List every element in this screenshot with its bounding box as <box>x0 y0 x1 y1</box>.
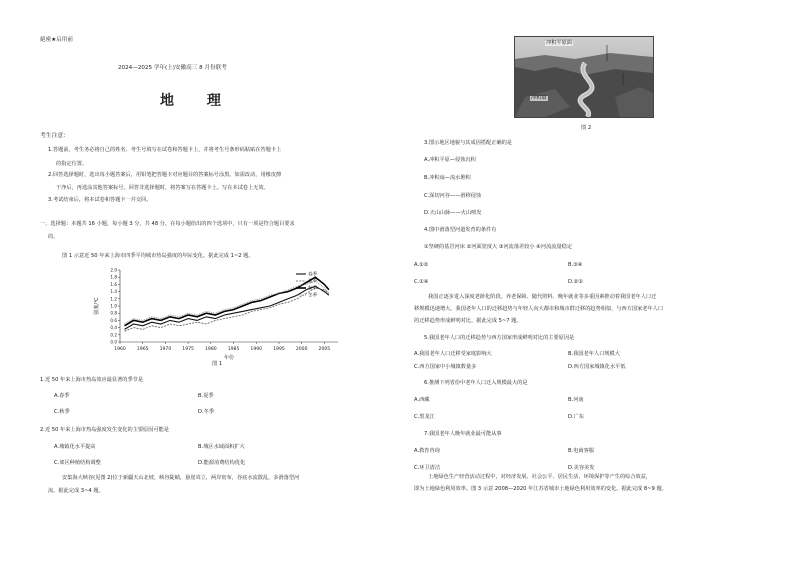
x-tick-label: 1975 <box>182 347 194 352</box>
legend-label: 冬季 <box>308 293 318 299</box>
q5-option-a[interactable]: A.我国老年人口迁移受家庭影响大 <box>414 351 492 357</box>
q2-option-d[interactable]: D.能源消费结构优化 <box>198 460 246 466</box>
label-alluvial-fan: 冲积扇 <box>531 95 547 101</box>
passage-line: 的迁移趋势形成鲜明对比。据此完成 5~7 题。 <box>414 318 522 324</box>
q6-option-a[interactable]: A.西藏 <box>414 397 430 403</box>
x-tick-label: 1980 <box>204 347 217 352</box>
label-alluvial-plain: 冲积平原面 <box>546 40 572 46</box>
q4-option-b[interactable]: B.③④ <box>568 262 583 268</box>
note-line: 3.考试结束后，将本试卷和答题卡一并交回。 <box>48 197 152 203</box>
x-tick-label: 1995 <box>273 347 285 352</box>
passage-line: 移规模迅速增大。我国老年人口的迁移趋势与年轻人向大都市和城市群迁移的趋势相似，与西方国家老年人口 <box>414 306 664 312</box>
question-6: 6.推测下列省份中老年人口迁入规模最大的是 <box>424 380 528 386</box>
q3-option-c[interactable]: C.深切河谷——滑移侵蚀 <box>424 193 482 199</box>
question-context: 图 1 示意近 50 年来上海市四季平均城市热岛强度的年际变化。据此完成 1~2 题。 <box>62 253 254 259</box>
q6-option-b[interactable]: B.河南 <box>568 397 584 403</box>
heat-island-line-chart <box>88 264 348 364</box>
legend-label: 春季 <box>308 272 318 278</box>
passage-line: 流。据此完成 3~4 题。 <box>48 488 104 494</box>
canyon-photo <box>514 36 654 118</box>
q1-option-c[interactable]: C.秋季 <box>54 409 70 415</box>
question-3: 3.图示地区地貌与其成因搭配正确的是 <box>424 140 512 146</box>
q5-option-c[interactable]: C.西方国家中小城镇数量多 <box>414 364 477 370</box>
confidential-mark: 絕密★启用前 <box>40 37 73 43</box>
q4-statements: ①坚硬的基岩河床 ②河面宽度大 ③河流落差较小 ④河流流量稳定 <box>424 244 573 250</box>
q5-option-d[interactable]: D.西方国家城镇化水平低 <box>568 364 626 370</box>
x-tick-label: 1965 <box>136 347 149 352</box>
q3-option-b[interactable]: B.冲积扇—流水堆积 <box>424 175 471 181</box>
passage-line: 我国正逐步进入深度老龄化阶段。养老保障、随代照料、晚年就业等多重因素推动着我国老年人口迁 <box>428 294 657 300</box>
x-tick-label: 1990 <box>250 347 263 352</box>
y-tick-label: 0.8 <box>110 310 117 316</box>
x-tick-label: 1970 <box>159 347 172 352</box>
x-axis-label: 年份 <box>223 355 235 361</box>
y-tick-label: 1.4 <box>110 289 117 295</box>
q7-option-d[interactable]: D.美容美发 <box>568 465 595 471</box>
note-line: 干净后，再选涂其他答案标号。回答非选择题时，将答案写在答题卡上。写在本试卷上无效。 <box>56 185 269 191</box>
exam-name: 2024—2025 学年(上)安徽高三 8 月份联考 <box>118 65 227 71</box>
y-tick-label: 0.6 <box>110 317 117 323</box>
q6-option-c[interactable]: C.黑龙江 <box>414 414 435 420</box>
q1-option-d[interactable]: D.冬季 <box>198 409 215 415</box>
q1-option-b[interactable]: B.夏季 <box>198 393 214 399</box>
subject-title: 地 理 <box>160 93 235 109</box>
series-line <box>125 286 329 329</box>
q3-option-a[interactable]: A.冲积平原—侵蚀沉积 <box>424 157 476 163</box>
q2-option-b[interactable]: B.城区水域面积扩大 <box>198 444 245 450</box>
note-line: 1.答题前，考生务必将自己的姓名、考生号填写在试卷和答题卡上，并将考生号条形码粘贴在答题卡上 <box>48 147 282 153</box>
q3-option-d[interactable]: D.天山山脉——火山喷发 <box>424 210 482 216</box>
q2-option-a[interactable]: A.城镇化水平提高 <box>54 444 96 450</box>
figure2-caption: 图 2 <box>581 125 592 131</box>
y-tick-label: 0.0 <box>110 339 117 345</box>
x-tick-label: 2005 <box>318 347 331 352</box>
question-1: 1.近 50 年来上海市热岛效应最显著的季节是 <box>40 377 144 383</box>
passage-line: 土地绿色生产经营活动过程中，对经济发展、社会公平、居民生活、环境保护等产生的综合效益， <box>428 474 652 480</box>
figure1-caption: 图 1 <box>212 361 223 367</box>
passage-line: 即为土地绿色利用效率。图 3 示意 2008—2020 年江苏省城市土地绿色利用效率的变化。据此完成 8~9 题。 <box>414 486 667 492</box>
q7-option-a[interactable]: A.教育咨询 <box>414 448 440 454</box>
y-tick-label: 1.2 <box>110 296 117 302</box>
question-7: 7.我国老年人晚年就业最可能从事 <box>424 431 502 437</box>
q7-option-c[interactable]: C.环卫清洁 <box>414 465 441 471</box>
q4-option-a[interactable]: A.①② <box>414 262 429 268</box>
q7-option-b[interactable]: B.电商客服 <box>568 448 594 454</box>
y-tick-label: 0.4 <box>110 325 117 331</box>
passage-line: 安集海大峡谷(见图 2)位于新疆天山北坡，峡谷陡峭，悬崖耸立，两岸密布，谷底水流散乱，多滑落型河 <box>62 475 300 481</box>
y-tick-label: 2.0 <box>110 267 117 273</box>
y-tick-label: 1.6 <box>110 281 117 287</box>
q1-option-a[interactable]: A.春季 <box>54 393 70 399</box>
x-tick-label: 2000 <box>295 347 308 352</box>
q2-option-c[interactable]: C.郊区种植结构调整 <box>54 460 101 466</box>
y-tick-label: 1.0 <box>110 303 117 309</box>
section-intro: 一、选择题：本题共 16 小题，每小题 3 分，共 48 分。在每小题给出的四个选项中，只有一项是符合题目要求 <box>40 221 295 227</box>
legend-label: 秋季 <box>308 286 318 292</box>
question-5: 5.我国老年人口的迁移趋势与西方国家形成鲜明对比的主要原因是 <box>424 335 575 341</box>
y-tick-label: 0.2 <box>110 332 117 338</box>
x-tick-label: 1985 <box>227 347 240 352</box>
section-intro: 的。 <box>48 234 59 240</box>
question-2: 2.近 50 年来上海市热岛强度发生变化的主要原因可能是 <box>40 427 169 433</box>
q5-option-b[interactable]: B.我国老年人口规模大 <box>568 351 620 357</box>
x-tick-label: 1960 <box>114 347 126 352</box>
y-axis-label: 强度/℃ <box>94 297 100 315</box>
notes-heading: 考生注意： <box>40 133 69 139</box>
q6-option-d[interactable]: D.广东 <box>568 414 585 420</box>
y-tick-label: 1.8 <box>110 274 117 280</box>
note-line: 的指定位置。 <box>56 161 88 167</box>
note-line: 2.回答选择题时，选出每小题答案后，用铅笔把答题卡对应题目的答案标号涂黑。如需改动，用橡皮擦 <box>48 172 282 178</box>
legend-label: 夏季 <box>308 279 318 285</box>
q4-option-c[interactable]: C.①④ <box>414 279 429 285</box>
question-4: 4.图中滑落型河道发育的条件有 <box>424 227 497 233</box>
q4-option-d[interactable]: D.②③ <box>568 279 583 285</box>
